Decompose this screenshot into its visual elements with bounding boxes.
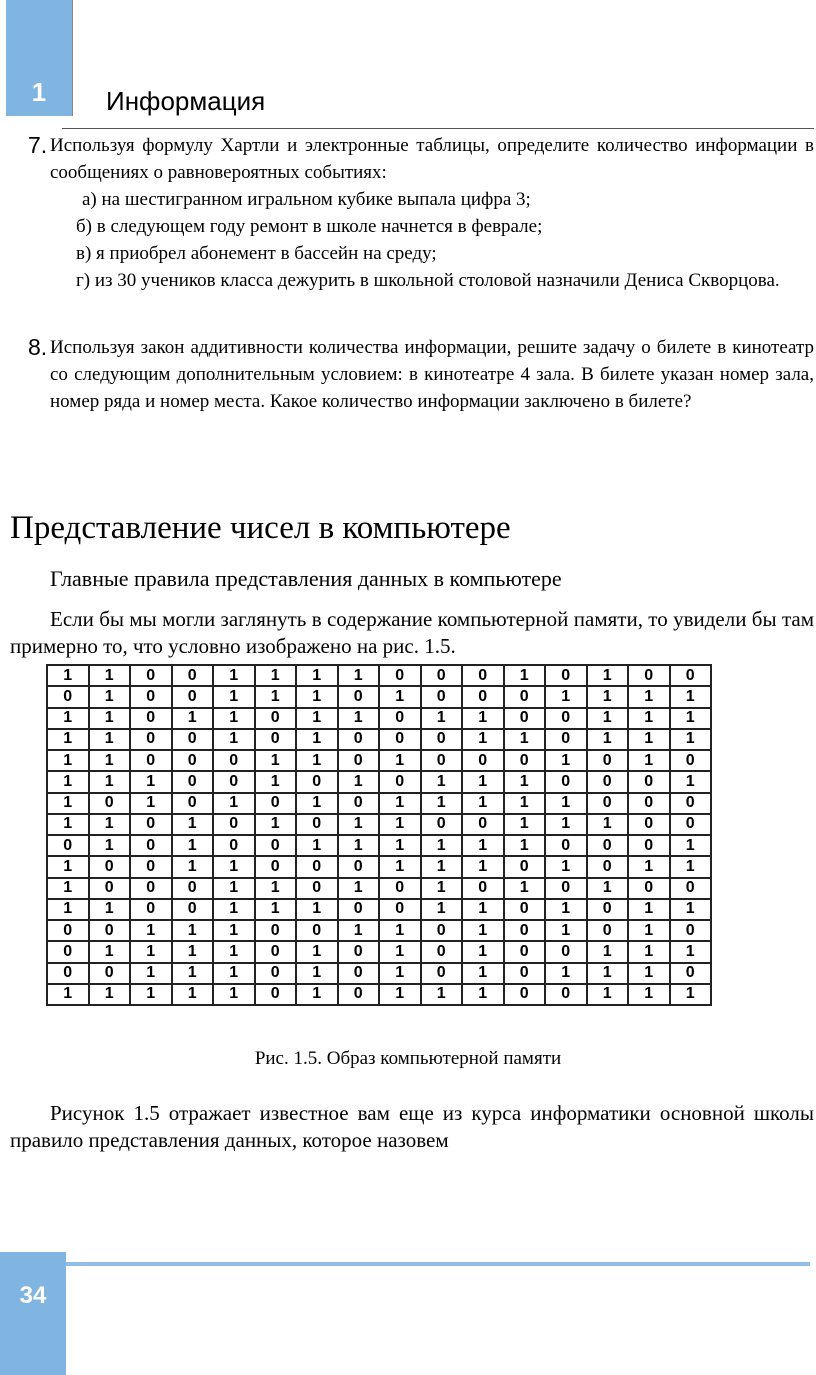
grid-cell: 0 bbox=[89, 878, 131, 899]
header-rule bbox=[62, 128, 814, 129]
grid-cell: 0 bbox=[255, 835, 297, 856]
grid-cell: 1 bbox=[421, 856, 463, 877]
grid-cell: 0 bbox=[504, 750, 546, 771]
grid-cell: 1 bbox=[213, 899, 255, 920]
grid-cell: 0 bbox=[172, 793, 214, 814]
grid-cell: 1 bbox=[172, 835, 214, 856]
grid-cell: 1 bbox=[587, 665, 629, 686]
grid-cell: 0 bbox=[338, 899, 380, 920]
grid-cell: 0 bbox=[670, 750, 712, 771]
grid-cell: 0 bbox=[421, 963, 463, 984]
grid-cell: 0 bbox=[296, 814, 338, 835]
grid-cell: 1 bbox=[130, 963, 172, 984]
section-title: Представление чисел в компьютере bbox=[10, 510, 511, 546]
grid-cell: 1 bbox=[379, 793, 421, 814]
grid-cell: 1 bbox=[670, 686, 712, 707]
grid-cell: 0 bbox=[296, 856, 338, 877]
grid-cell: 0 bbox=[670, 814, 712, 835]
grid-cell: 1 bbox=[628, 729, 670, 750]
grid-cell: 1 bbox=[47, 771, 89, 792]
grid-cell: 1 bbox=[670, 984, 712, 1005]
task-text: Используя формулу Хартли и электронные таблицы, определите количество информации в сообщениях о равновероятных событиях: bbox=[50, 135, 814, 183]
grid-row bbox=[47, 856, 711, 877]
grid-cell: 1 bbox=[628, 899, 670, 920]
grid-cell: 0 bbox=[338, 729, 380, 750]
grid-row bbox=[47, 729, 711, 750]
grid-cell: 0 bbox=[545, 941, 587, 962]
grid-cell: 1 bbox=[421, 793, 463, 814]
grid-cell: 0 bbox=[587, 835, 629, 856]
grid-cell: 1 bbox=[255, 878, 297, 899]
grid-cell: 0 bbox=[255, 729, 297, 750]
grid-cell: 1 bbox=[670, 856, 712, 877]
grid-cell: 0 bbox=[47, 941, 89, 962]
subsection-title: Главные правила представления данных в компьютере bbox=[50, 566, 562, 591]
grid-cell: 0 bbox=[213, 814, 255, 835]
grid-cell: 0 bbox=[587, 750, 629, 771]
grid-cell: 1 bbox=[255, 814, 297, 835]
chapter-number: 1 bbox=[31, 77, 47, 107]
grid-cell: 0 bbox=[255, 793, 297, 814]
paragraph-intro bbox=[10, 606, 814, 660]
grid-cell: 1 bbox=[89, 984, 131, 1005]
grid-row bbox=[47, 963, 711, 984]
grid-row bbox=[47, 941, 711, 962]
grid-cell: 0 bbox=[587, 793, 629, 814]
grid-cell: 0 bbox=[130, 899, 172, 920]
grid-cell: 1 bbox=[462, 941, 504, 962]
grid-cell: 0 bbox=[47, 686, 89, 707]
grid-cell: 1 bbox=[172, 984, 214, 1005]
grid-row bbox=[47, 708, 711, 729]
grid-cell: 1 bbox=[296, 899, 338, 920]
grid-cell: 1 bbox=[545, 686, 587, 707]
grid-cell: 0 bbox=[628, 665, 670, 686]
grid-cell: 1 bbox=[338, 665, 380, 686]
grid-cell: 1 bbox=[338, 771, 380, 792]
grid-cell: 0 bbox=[628, 771, 670, 792]
grid-cell: 1 bbox=[172, 963, 214, 984]
grid-cell: 0 bbox=[130, 750, 172, 771]
grid-cell: 1 bbox=[47, 729, 89, 750]
grid-cell: 0 bbox=[587, 920, 629, 941]
grid-cell: 1 bbox=[89, 941, 131, 962]
grid-row bbox=[47, 984, 711, 1005]
grid-cell: 0 bbox=[296, 920, 338, 941]
grid-cell: 1 bbox=[296, 835, 338, 856]
grid-cell: 0 bbox=[172, 665, 214, 686]
grid-cell: 1 bbox=[296, 665, 338, 686]
grid-cell: 1 bbox=[628, 941, 670, 962]
header-divider-vertical bbox=[72, 0, 73, 116]
grid-cell: 1 bbox=[338, 835, 380, 856]
grid-cell: 0 bbox=[504, 963, 546, 984]
grid-cell: 1 bbox=[255, 750, 297, 771]
grid-row bbox=[47, 878, 711, 899]
grid-cell: 0 bbox=[545, 771, 587, 792]
grid-cell: 0 bbox=[213, 771, 255, 792]
grid-cell: 0 bbox=[338, 793, 380, 814]
grid-cell: 1 bbox=[670, 899, 712, 920]
grid-cell: 1 bbox=[379, 941, 421, 962]
grid-cell: 1 bbox=[545, 899, 587, 920]
grid-cell: 1 bbox=[213, 878, 255, 899]
grid-cell: 0 bbox=[130, 686, 172, 707]
grid-cell: 0 bbox=[89, 963, 131, 984]
grid-cell: 1 bbox=[628, 750, 670, 771]
grid-cell: 0 bbox=[628, 814, 670, 835]
grid-cell: 1 bbox=[379, 835, 421, 856]
grid-cell: 0 bbox=[296, 878, 338, 899]
figure-caption: Рис. 1.5. Образ компьютерной памяти bbox=[254, 1048, 562, 1069]
grid-cell: 1 bbox=[421, 878, 463, 899]
grid-cell: 1 bbox=[545, 750, 587, 771]
grid-cell: 0 bbox=[670, 963, 712, 984]
grid-cell: 1 bbox=[89, 835, 131, 856]
grid-cell: 0 bbox=[89, 793, 131, 814]
grid-cell: 1 bbox=[213, 708, 255, 729]
grid-cell: 1 bbox=[545, 856, 587, 877]
grid-cell: 0 bbox=[421, 729, 463, 750]
task-option-v: в) я приобрел абонемент в бассейн на среду; bbox=[76, 243, 437, 264]
grid-cell: 1 bbox=[379, 984, 421, 1005]
grid-cell: 1 bbox=[338, 920, 380, 941]
grid-cell: 1 bbox=[462, 856, 504, 877]
grid-cell: 0 bbox=[338, 686, 380, 707]
grid-row bbox=[47, 686, 711, 707]
grid-cell: 1 bbox=[587, 686, 629, 707]
grid-cell: 1 bbox=[296, 963, 338, 984]
grid-cell: 1 bbox=[89, 750, 131, 771]
grid-cell: 1 bbox=[89, 708, 131, 729]
grid-cell: 1 bbox=[628, 920, 670, 941]
task-text: Используя закон аддитивности количества информации, решите задачу о билете в кинотеатр со следующим дополнительным условием: в кинотеатре 4 зала. В билете указан номер зала, номер ряда и номер места. Какое количество информации заключено в билете? bbox=[50, 337, 814, 412]
task-option-g: г) из 30 учеников класса дежурить в школьной столовой назначили Дениса Скворцова. bbox=[76, 270, 780, 291]
grid-cell: 0 bbox=[379, 729, 421, 750]
grid-cell: 1 bbox=[255, 686, 297, 707]
grid-cell: 1 bbox=[89, 686, 131, 707]
grid-cell: 1 bbox=[172, 941, 214, 962]
grid-cell: 1 bbox=[296, 793, 338, 814]
grid-cell: 1 bbox=[379, 963, 421, 984]
grid-cell: 1 bbox=[130, 941, 172, 962]
grid-cell: 0 bbox=[47, 920, 89, 941]
grid-cell: 0 bbox=[130, 835, 172, 856]
grid-cell: 0 bbox=[379, 878, 421, 899]
page-number: 34 bbox=[19, 1282, 47, 1309]
grid-cell: 1 bbox=[296, 708, 338, 729]
grid-row bbox=[47, 920, 711, 941]
grid-cell: 0 bbox=[379, 771, 421, 792]
grid-cell: 1 bbox=[172, 814, 214, 835]
grid-cell: 1 bbox=[296, 750, 338, 771]
grid-cell: 1 bbox=[462, 920, 504, 941]
grid-cell: 0 bbox=[379, 708, 421, 729]
grid-cell: 0 bbox=[545, 835, 587, 856]
grid-cell: 1 bbox=[587, 729, 629, 750]
grid-cell: 0 bbox=[545, 984, 587, 1005]
grid-row bbox=[47, 793, 711, 814]
grid-cell: 1 bbox=[462, 771, 504, 792]
grid-cell: 0 bbox=[379, 899, 421, 920]
grid-cell: 0 bbox=[545, 729, 587, 750]
grid-cell: 1 bbox=[172, 856, 214, 877]
grid-row bbox=[47, 899, 711, 920]
grid-cell: 1 bbox=[47, 708, 89, 729]
grid-cell: 1 bbox=[130, 793, 172, 814]
grid-cell: 1 bbox=[89, 665, 131, 686]
running-header-title: Информация bbox=[106, 86, 266, 116]
task-option-a: а) на шестигранном игральном кубике выпала цифра 3; bbox=[82, 189, 531, 210]
grid-cell: 0 bbox=[47, 835, 89, 856]
grid-cell: 0 bbox=[172, 729, 214, 750]
grid-cell: 1 bbox=[338, 708, 380, 729]
grid-cell: 0 bbox=[462, 814, 504, 835]
grid-cell: 1 bbox=[255, 771, 297, 792]
grid-cell: 0 bbox=[255, 708, 297, 729]
grid-cell: 1 bbox=[379, 920, 421, 941]
grid-cell: 0 bbox=[421, 665, 463, 686]
grid-cell: 1 bbox=[47, 984, 89, 1005]
grid-cell: 1 bbox=[421, 899, 463, 920]
grid-cell: 1 bbox=[628, 708, 670, 729]
grid-cell: 1 bbox=[628, 856, 670, 877]
grid-cell: 0 bbox=[587, 771, 629, 792]
grid-row bbox=[47, 814, 711, 835]
grid-cell: 1 bbox=[89, 771, 131, 792]
grid-cell: 0 bbox=[670, 878, 712, 899]
grid-cell: 0 bbox=[130, 665, 172, 686]
grid-cell: 1 bbox=[421, 771, 463, 792]
grid-cell: 1 bbox=[213, 920, 255, 941]
grid-cell: 1 bbox=[462, 708, 504, 729]
grid-cell: 0 bbox=[172, 878, 214, 899]
grid-cell: 0 bbox=[504, 708, 546, 729]
grid-cell: 1 bbox=[213, 941, 255, 962]
grid-cell: 1 bbox=[670, 835, 712, 856]
grid-cell: 1 bbox=[296, 729, 338, 750]
grid-cell: 1 bbox=[47, 665, 89, 686]
grid-cell: 1 bbox=[462, 729, 504, 750]
grid-cell: 1 bbox=[462, 793, 504, 814]
grid-cell: 1 bbox=[504, 729, 546, 750]
grid-cell: 0 bbox=[462, 686, 504, 707]
grid-cell: 1 bbox=[504, 665, 546, 686]
grid-cell: 1 bbox=[545, 793, 587, 814]
grid-cell: 1 bbox=[296, 941, 338, 962]
grid-cell: 0 bbox=[172, 686, 214, 707]
grid-cell: 0 bbox=[504, 941, 546, 962]
grid-cell: 0 bbox=[338, 941, 380, 962]
grid-cell: 1 bbox=[670, 729, 712, 750]
grid-cell: 1 bbox=[338, 878, 380, 899]
grid-cell: 0 bbox=[255, 963, 297, 984]
grid-cell: 0 bbox=[213, 835, 255, 856]
grid-cell: 1 bbox=[89, 899, 131, 920]
grid-cell: 0 bbox=[504, 686, 546, 707]
grid-cell: 1 bbox=[670, 708, 712, 729]
grid-cell: 1 bbox=[545, 920, 587, 941]
grid-cell: 0 bbox=[338, 856, 380, 877]
grid-cell: 1 bbox=[130, 984, 172, 1005]
grid-cell: 0 bbox=[670, 665, 712, 686]
grid-cell: 0 bbox=[670, 920, 712, 941]
grid-cell: 1 bbox=[47, 750, 89, 771]
grid-cell: 1 bbox=[172, 708, 214, 729]
grid-cell: 1 bbox=[47, 856, 89, 877]
grid-cell: 1 bbox=[504, 771, 546, 792]
grid-cell: 1 bbox=[462, 984, 504, 1005]
grid-cell: 1 bbox=[379, 686, 421, 707]
grid-cell: 0 bbox=[462, 665, 504, 686]
grid-cell: 1 bbox=[587, 963, 629, 984]
grid-cell: 1 bbox=[213, 984, 255, 1005]
grid-cell: 0 bbox=[421, 686, 463, 707]
grid-cell: 1 bbox=[587, 984, 629, 1005]
grid-cell: 0 bbox=[670, 793, 712, 814]
grid-cell: 0 bbox=[338, 963, 380, 984]
grid-cell: 1 bbox=[504, 878, 546, 899]
grid-cell: 1 bbox=[421, 984, 463, 1005]
grid-cell: 1 bbox=[255, 665, 297, 686]
grid-cell: 0 bbox=[504, 856, 546, 877]
grid-cell: 1 bbox=[504, 814, 546, 835]
grid-cell: 0 bbox=[462, 878, 504, 899]
grid-cell: 1 bbox=[587, 814, 629, 835]
grid-cell: 0 bbox=[172, 750, 214, 771]
grid-cell: 1 bbox=[628, 686, 670, 707]
grid-cell: 1 bbox=[213, 963, 255, 984]
grid-cell: 1 bbox=[462, 835, 504, 856]
task-number: 8. bbox=[28, 334, 48, 360]
grid-cell: 0 bbox=[504, 899, 546, 920]
grid-cell: 0 bbox=[628, 793, 670, 814]
grid-cell: 0 bbox=[421, 941, 463, 962]
task-option-b: б) в следующем году ремонт в школе начнется в феврале; bbox=[76, 216, 543, 237]
grid-cell: 1 bbox=[504, 793, 546, 814]
grid-cell: 0 bbox=[89, 920, 131, 941]
grid-cell: 0 bbox=[338, 750, 380, 771]
grid-cell: 0 bbox=[130, 856, 172, 877]
grid-row bbox=[47, 750, 711, 771]
grid-row bbox=[47, 771, 711, 792]
memory-grid-table bbox=[46, 664, 712, 1006]
grid-cell: 0 bbox=[255, 920, 297, 941]
grid-cell: 1 bbox=[213, 665, 255, 686]
grid-cell: 0 bbox=[587, 856, 629, 877]
grid-cell: 0 bbox=[462, 750, 504, 771]
grid-cell: 1 bbox=[213, 729, 255, 750]
grid-cell: 1 bbox=[89, 729, 131, 750]
footer-rule bbox=[66, 1262, 810, 1266]
grid-cell: 1 bbox=[47, 878, 89, 899]
grid-cell: 0 bbox=[255, 856, 297, 877]
grid-cell: 1 bbox=[587, 878, 629, 899]
grid-cell: 1 bbox=[545, 963, 587, 984]
grid-cell: 0 bbox=[172, 899, 214, 920]
page-number-tab bbox=[0, 1252, 66, 1375]
task-7 bbox=[28, 132, 814, 294]
grid-cell: 1 bbox=[47, 793, 89, 814]
grid-cell: 1 bbox=[47, 814, 89, 835]
grid-cell: 0 bbox=[421, 814, 463, 835]
grid-cell: 0 bbox=[338, 984, 380, 1005]
grid-cell: 1 bbox=[213, 793, 255, 814]
grid-cell: 1 bbox=[379, 750, 421, 771]
grid-cell: 1 bbox=[670, 941, 712, 962]
grid-row bbox=[47, 835, 711, 856]
grid-cell: 0 bbox=[172, 771, 214, 792]
paragraph-text: Рисунок 1.5 отражает известное вам еще из курса информатики основной школы правило представления данных, которое назовем bbox=[10, 1101, 814, 1152]
grid-row bbox=[47, 665, 711, 686]
grid-cell: 0 bbox=[587, 899, 629, 920]
grid-cell: 0 bbox=[296, 771, 338, 792]
grid-cell: 1 bbox=[545, 814, 587, 835]
grid-cell: 0 bbox=[545, 665, 587, 686]
grid-cell: 0 bbox=[130, 878, 172, 899]
grid-cell: 1 bbox=[670, 771, 712, 792]
grid-cell: 1 bbox=[338, 814, 380, 835]
grid-cell: 0 bbox=[130, 814, 172, 835]
grid-cell: 0 bbox=[421, 750, 463, 771]
grid-cell: 0 bbox=[255, 984, 297, 1005]
grid-cell: 1 bbox=[255, 899, 297, 920]
grid-cell: 1 bbox=[587, 941, 629, 962]
grid-cell: 0 bbox=[421, 920, 463, 941]
paragraph-text: Если бы мы могли заглянуть в содержание компьютерной памяти, то увидели бы там примерно то, что условно изображено на рис. 1.5. bbox=[10, 607, 814, 658]
chapter-tab bbox=[6, 0, 72, 116]
grid-cell: 0 bbox=[130, 729, 172, 750]
grid-cell: 1 bbox=[89, 814, 131, 835]
grid-cell: 1 bbox=[379, 814, 421, 835]
grid-cell: 1 bbox=[421, 835, 463, 856]
grid-cell: 0 bbox=[47, 963, 89, 984]
grid-cell: 0 bbox=[504, 920, 546, 941]
grid-cell: 0 bbox=[628, 878, 670, 899]
grid-cell: 1 bbox=[172, 920, 214, 941]
grid-cell: 1 bbox=[130, 920, 172, 941]
grid-cell: 1 bbox=[213, 686, 255, 707]
grid-cell: 1 bbox=[130, 771, 172, 792]
grid-cell: 0 bbox=[213, 750, 255, 771]
memory-grid-figure bbox=[46, 664, 712, 1006]
grid-cell: 1 bbox=[47, 899, 89, 920]
grid-cell: 0 bbox=[628, 835, 670, 856]
grid-cell: 0 bbox=[504, 984, 546, 1005]
grid-cell: 0 bbox=[130, 708, 172, 729]
grid-cell: 1 bbox=[379, 856, 421, 877]
grid-cell: 0 bbox=[255, 941, 297, 962]
grid-cell: 1 bbox=[296, 984, 338, 1005]
grid-cell: 1 bbox=[628, 963, 670, 984]
grid-cell: 1 bbox=[296, 686, 338, 707]
paragraph-continued bbox=[10, 1100, 814, 1154]
grid-cell: 0 bbox=[545, 708, 587, 729]
grid-cell: 1 bbox=[462, 899, 504, 920]
task-number: 7. bbox=[28, 132, 48, 158]
grid-cell: 0 bbox=[545, 878, 587, 899]
grid-cell: 1 bbox=[421, 708, 463, 729]
task-8 bbox=[28, 334, 814, 415]
grid-cell: 0 bbox=[379, 665, 421, 686]
grid-cell: 1 bbox=[587, 708, 629, 729]
grid-cell: 0 bbox=[89, 856, 131, 877]
grid-cell: 1 bbox=[213, 856, 255, 877]
grid-cell: 1 bbox=[628, 984, 670, 1005]
grid-cell: 1 bbox=[504, 835, 546, 856]
grid-cell: 1 bbox=[462, 963, 504, 984]
